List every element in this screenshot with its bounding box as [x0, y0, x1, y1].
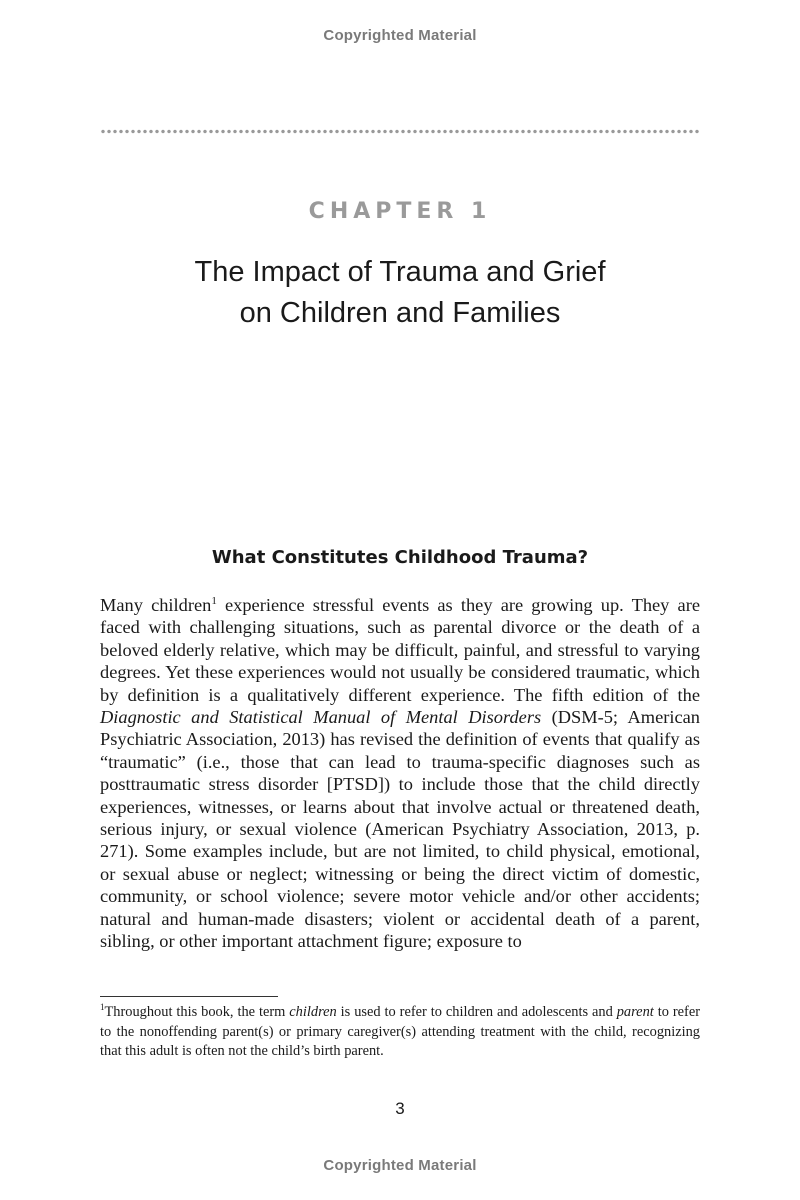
footnote-italic-term: children: [289, 1004, 337, 1020]
chapter-title-line-1: The Impact of Trauma and Grief: [194, 256, 606, 288]
body-text-run: Many children: [100, 595, 212, 615]
footnote-marker: 1: [100, 1002, 105, 1013]
copyright-watermark-top: Copyrighted Material: [323, 27, 477, 44]
footnote-text-run: to refer to the nonoffending parent(s) or primary caregiver(s) attending treatment with the child, recognizing that this adult is often not the child’s birth parent.: [100, 1004, 700, 1059]
dotted-divider: [100, 129, 700, 134]
footnote-text-run: is used to refer to children and adolescents and: [336, 1004, 617, 1020]
footnote: [100, 1003, 700, 1062]
chapter-title: [0, 252, 800, 334]
footnote-italic-term: parent: [616, 1004, 654, 1020]
body-paragraph: [100, 594, 700, 953]
body-text-run: (DSM-5; American Psychiatric Association, 2013) has revised the definition of events that qualify as “traumatic” (i.e., those that can lead to trauma-specific diagnoses such as posttraumatic stress disorder [PTSD]) to include those that the child directly experiences, witnesses, or learns about that involve actual or threatened death, serious injury, or sexual violence (American Psychiatry Association, 2013, p. 271). Some examples include, but are not limited, to child physical, emotional, or sexual abuse or neglect; witnessing or being the direct victim of domestic, community, or school violence; severe motor vehicle and/or other accidents; natural and human-made disasters; violent or accidental death of a parent, sibling, or other important attachment figure; exposure to: [100, 707, 700, 952]
footnote-text-run: Throughout this book, the term: [104, 1004, 290, 1020]
footnote-rule: [100, 996, 278, 997]
copyright-watermark-bottom: Copyrighted Material: [323, 1157, 477, 1174]
footnote-reference: 1: [211, 594, 217, 607]
book-title-italic: Diagnostic and Statistical Manual of Mental Disorders: [100, 707, 542, 728]
chapter-title-line-2: on Children and Families: [239, 297, 561, 329]
section-heading: What Constitutes Childhood Trauma?: [211, 547, 589, 568]
page-number: 3: [395, 1099, 405, 1118]
body-text-run: experience stressful events as they are growing up. They are faced with challenging situations, such as parental divorce or the death of a beloved elderly relative, which may be difficult, painful, and stressful to varying degrees. Yet these experiences would not usually be considered traumatic, which by definition is a qualitatively different experience. The fifth edition of the: [100, 595, 700, 705]
chapter-label: CHAPTER 1: [308, 199, 492, 224]
